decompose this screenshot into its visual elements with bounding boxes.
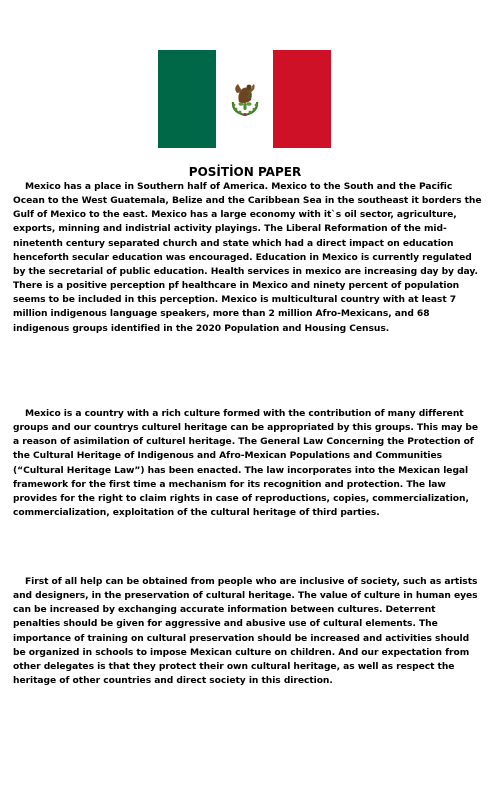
mexican-coat-of-arms-icon xyxy=(229,80,261,118)
mexico-flag xyxy=(158,50,331,148)
paragraph-cultural-heritage: Mexico is a country with a rich culture formed with the contribution of many different groups and our countrys culturel heritage can be appropriated by this groups. This may be a reason of asimilation of culturel heritage. The General Law Concerning the Protection of the Cultural Heritage of Indigenous and Afro-Mexican Populations and Communities (“Cultural Heritage Law”) has been enacted. The law incorporates into the Mexican legal framework for the first time a mechanism for its recognition and protection. The law provides for the right to claim rights in case of reproductions, copies, commercialization, commercialization, exploitation of the cultural heritage of third parties. xyxy=(13,409,479,519)
paragraph-background: Mexico has a place in Southern half of America. Mexico to the South and the Pacific Ocean to the West Guatemala, Belize and the Caribbean Sea in the southeast it borders the Gulf of Mexico to the east. Mexico has a large economy with it`s oil sector, agriculture, exports, minning and indistrial activity playings. The Liberal Reformation of the mid-ninetenth century separated church and state which had a direct impact on education henceforth secular education was encouraged. Education in Mexico is currently regulated by the secretarial of public education. Health services in mexico are increasing day by day. There is a positive perception pf healthcare in Mexico and ninety percent of population seems to be included in this perception. Mexico is multicultural country with at least 7 million indigenous language speakers, more than 2 million Afro-Mexicans, and 68 indigenous groups identified in the 2020 Population and Housing Census. xyxy=(13,182,482,334)
paragraph-proposals: First of all help can be obtained from people who are inclusive of society, such as artists and designers, in the preservation of cultural heritage. The value of culture in human eyes can be increased by exchanging accurate information between cultures. Deterrent penalties should be given for aggressive and abusive use of cultural elements. The importance of training on cultural preservation should be increased and activities should be organized in schools to impose Mexican culture on children. And our expectation from other delegates is that they protect their own cultural heritage, as well as respect the heritage of other countries and direct society in this direction. xyxy=(13,577,478,687)
flag-green-stripe xyxy=(158,50,216,148)
flag-red-stripe xyxy=(273,50,331,148)
document-title: POSİTİON PAPER xyxy=(188,165,302,179)
